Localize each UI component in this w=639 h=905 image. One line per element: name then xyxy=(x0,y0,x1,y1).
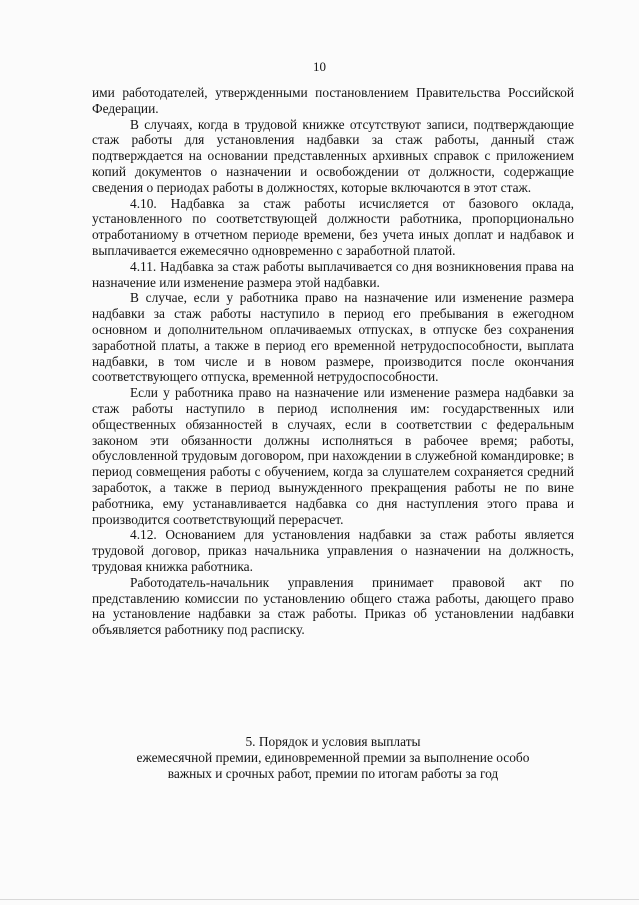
paragraph-4-11: 4.11. Надбавка за стаж работы выплачивается со дня возникновения права на назначение или изменение размера этой надбавки. xyxy=(92,258,574,290)
section-heading-line-1: 5. Порядок и условия выплаты xyxy=(245,734,421,749)
scan-edge-line xyxy=(0,899,639,900)
paragraph-vacation-case: В случае, если у работника право на назначение или изменение размера надбавки за стаж работы наступило в период его пребывания в ежегодном основном и дополнительном оплачиваемых отпусках, в отпуске без сохранения заработной платы, а также в период его временной нетрудоспособности, выплата надбавки, в том числе и в новом размере, производится после окончания соответствующего отпуска, временной нетрудоспособности. xyxy=(92,290,574,385)
paragraph-archive-certificates: В случаях, когда в трудовой книжке отсутствуют записи, подтверждающие стаж работы для установления надбавки за стаж работы, данный стаж подтверждается на основании представленных архивных справок с приложением копий документов о назначении и освобождении от должности, содержащие сведения о периодах работы в должностях, которые включаются в этот стаж. xyxy=(92,116,574,195)
section-heading-line-3: важных и срочных работ, премии по итогам работы за год xyxy=(167,766,499,781)
paragraph-duties-case: Если у работника право на назначение или изменение размера надбавки за стаж работы наступило в период исполнения им: государственных или общественных обязанностей в случаях, если в соответствии с федеральным законом эти обязанности должны исполняться в рабочее время; работы, обусловленной трудовым договором, при нахождении в служебной командировке; в период совмещения работы с обучением, когда за слушателем сохраняется средний заработок, а также в период вынужденного прекращения работы не по вине работника, ему устанавливается надбавка со дня наступления этого права и производится соответствующий перерасчет. xyxy=(92,385,574,527)
paragraph-4-12: 4.12. Основанием для установления надбавки за стаж работы является трудовой договор, приказ начальника управления о назначении на должность, трудовая книжка работника. xyxy=(92,527,574,574)
page-number: 10 xyxy=(313,59,326,74)
paragraph-continuation: ими работодателей, утвержденными постановлением Правительства Российской Федерации. xyxy=(92,85,574,116)
paragraph-4-10: 4.10. Надбавка за стаж работы исчисляется от базового оклада, установленного по соответствующей должности работника, пропорционально отработаниому в отчетном периоде времени, без учета иных доплат и надбавок и выплачивается ежемесячно одновременно с заработной платой. xyxy=(92,195,574,258)
paragraph-employer-act: Работодатель-начальник управления принимает правовой акт по представлению комиссии по установлению общего стажа работы, дающего право на установление надбавки за стаж работы. Приказ об установлении надбавки объявляется работнику под расписку. xyxy=(92,574,574,638)
body-text xyxy=(92,85,574,638)
section-heading xyxy=(92,734,574,782)
section-heading-line-2: ежемесячной премии, единовременной премии за выполнение особо xyxy=(136,750,530,765)
